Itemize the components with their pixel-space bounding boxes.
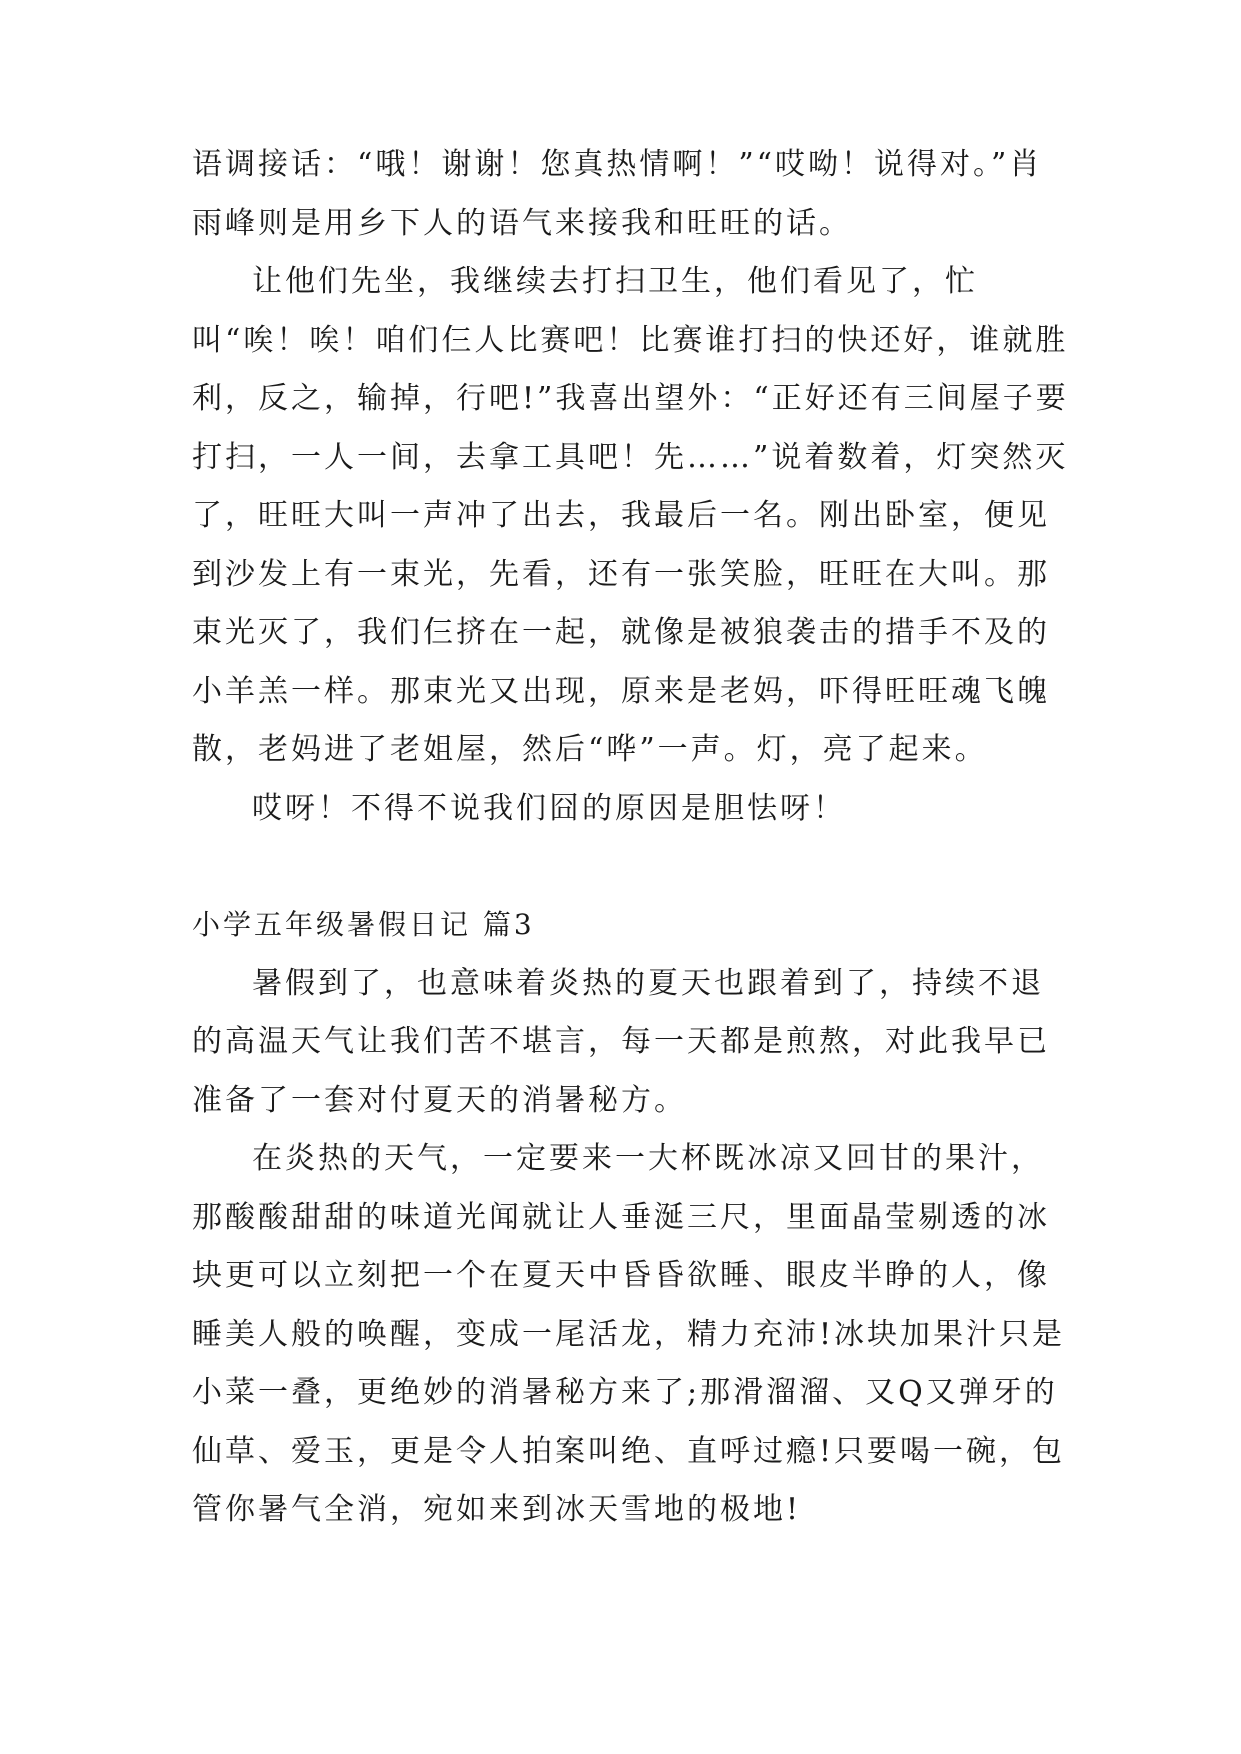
paragraph-2: 让他们先坐，我继续去打扫卫生，他们看见了，忙叫“唉！唉！咱们仨人比赛吧！比赛谁打扫的快还好，谁就胜利，反之，输掉，行吧!”我喜出望外：“正好还有三间屋子要打扫，一人一间，去拿工具吧！先……”说着数着，灯突然灭了，旺旺大叫一声冲了出去，我最后一名。刚出卧室，便见到沙发上有一束光，先看，还有一张笑脸，旺旺在大叫。那束光灭了，我们仨挤在一起，就像是被狼袭击的措手不及的小羊羔一样。那束光又出现，原来是老妈，吓得旺旺魂飞魄散，老妈进了老姐屋，然后“哗”一声。灯，亮了起来。 [192, 264, 1069, 767]
paragraph-4: 暑假到了，也意味着炎热的夏天也跟着到了，持续不退的高温天气让我们苦不堪言，每一天都是煎熬，对此我早已准备了一套对付夏天的消暑秘方。 [192, 965, 1050, 1118]
section-heading: 小学五年级暑假日记 篇3 [192, 908, 535, 941]
paragraph-5: 在炎热的天气，一定要来一大杯既冰凉又回甘的果汁，那酸酸甜甜的味道光闻就让人垂涎三尺，里面晶莹剔透的冰块更可以立刻把一个在夏天中昏昏欲睡、眼皮半睁的人，像睡美人般的唤醒，变成一尾活龙，精力充沛!冰块加果汁只是小菜一叠，更绝妙的消暑秘方来了;那滑溜溜、又Q又弹牙的仙草、爱玉，更是令人拍案叫绝、直呼过瘾!只要喝一碗，包管你暑气全消，宛如来到冰天雪地的极地! [192, 1141, 1066, 1527]
paragraph-3: 哎呀！不得不说我们囧的原因是胆怯呀！ [252, 790, 846, 826]
paragraph-1: 语调接话：“哦！谢谢！您真热情啊！”“哎呦！说得对。”肖雨峰则是用乡下人的语气来接我和旺旺的话。 [192, 147, 1043, 241]
document-page [192, 136, 1072, 1540]
